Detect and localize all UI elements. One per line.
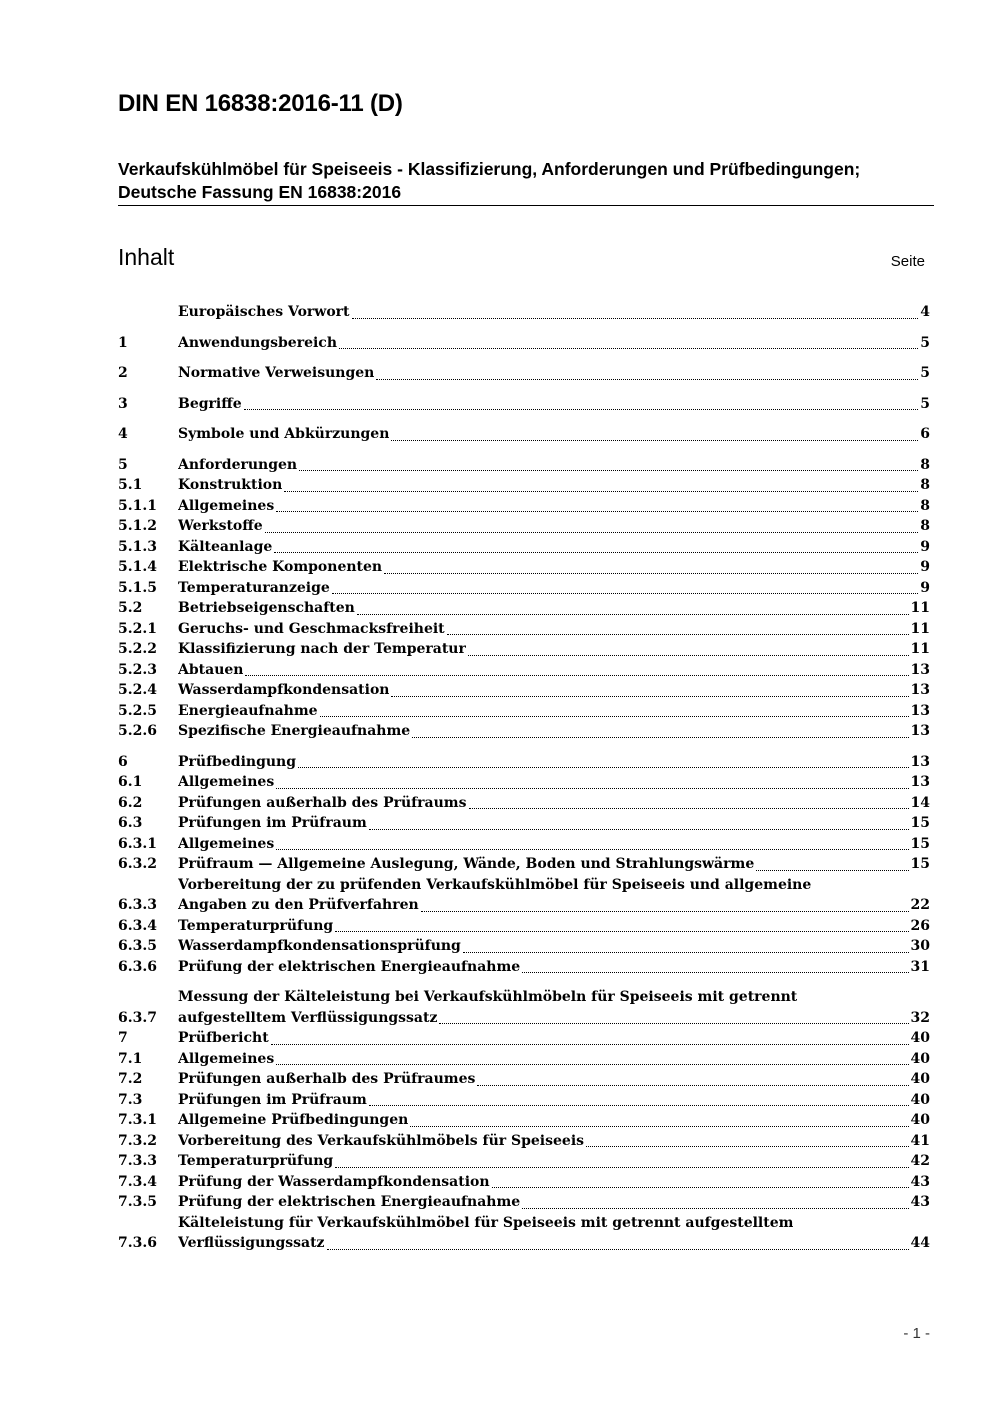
toc-entry[interactable] [118, 333, 930, 354]
toc-entry[interactable] [118, 793, 930, 814]
toc-entry[interactable] [118, 1110, 930, 1131]
toc-entry-title: Prüfungen im Prüfraum [178, 1091, 367, 1108]
document-subtitle: Verkaufskühlmöbel für Speiseeis - Klassifizierung, Anforderungen und Prüfbedingungen; Deutsche Fassung EN 16838:2016 [118, 159, 861, 202]
dot-leader [463, 952, 909, 953]
dot-leader [756, 870, 908, 871]
dot-leader [522, 972, 908, 973]
toc-heading: Inhalt [118, 244, 175, 270]
toc-entry-page: 40 [910, 1030, 930, 1046]
dot-leader [586, 1146, 909, 1147]
toc-entry-page: 13 [910, 702, 930, 719]
toc-entry-number: 5.2.6 [118, 723, 157, 739]
toc-entry-number: 7.1 [118, 1050, 143, 1067]
dot-leader [477, 1085, 908, 1086]
toc-entry-number: 2 [118, 365, 128, 381]
toc-entry-title: Begriffe [178, 395, 242, 412]
toc-entry-page: 13 [910, 753, 930, 770]
toc-entry[interactable] [118, 772, 930, 793]
toc-entry-page: 5 [920, 365, 930, 381]
toc-entry[interactable] [118, 363, 930, 384]
toc-entry-number: 5.2 [118, 600, 143, 616]
toc-entry[interactable] [118, 1090, 930, 1111]
toc-entry[interactable] [118, 936, 930, 957]
toc-entry[interactable] [118, 813, 930, 834]
title-divider [118, 205, 934, 206]
toc-entry-number: 5.2.1 [118, 620, 157, 637]
toc-entry-title: Abtauen [178, 661, 244, 678]
toc-entry-title: Prüfbericht [178, 1030, 269, 1046]
dot-leader [352, 318, 919, 319]
toc-entry-title: Europäisches Vorwort [178, 304, 350, 320]
toc-entry-title: Allgemeines [178, 497, 275, 514]
toc-entry-number: 5.2.2 [118, 641, 157, 657]
dot-leader [298, 767, 908, 768]
toc-entry-title: Kälteleistung für Verkaufskühlmöbel für Speiseeis mit getrennt aufgestelltem [178, 1214, 794, 1231]
dot-leader [276, 511, 918, 512]
toc-entry-title: Energieaufnahme [178, 702, 318, 719]
toc-entry-number: 7.3.4 [118, 1173, 157, 1190]
dot-leader [439, 1023, 908, 1024]
dot-leader [376, 379, 918, 380]
toc-entry-page: 26 [910, 917, 930, 934]
toc-entry-page: 43 [910, 1173, 930, 1190]
toc-entry-title: Prüfungen außerhalb des Prüfraums [178, 794, 467, 811]
dot-leader [335, 931, 908, 932]
dot-leader [412, 737, 908, 738]
toc-entry-number: 7.3.1 [118, 1112, 157, 1128]
toc-entry-number: 6.3.4 [118, 917, 157, 934]
toc-entry[interactable] [118, 1049, 930, 1070]
toc-entry-title: Temperaturanzeige [178, 579, 330, 596]
dot-leader [284, 491, 918, 492]
dot-leader [276, 1064, 908, 1065]
toc-entry-number: 6.3.7 [118, 1009, 157, 1026]
toc-entry-page: 13 [910, 682, 930, 698]
document-title: DIN EN 16838:2016-11 (D) [118, 90, 403, 117]
toc-entry-number: 5.1.5 [118, 579, 157, 596]
toc-entry-number: 1 [118, 334, 128, 351]
toc-entry[interactable] [118, 1151, 930, 1172]
toc-entry[interactable] [118, 1213, 930, 1254]
dot-leader [276, 849, 908, 850]
toc-entry-number: 7.3.5 [118, 1194, 157, 1210]
toc-entry-page: 8 [920, 497, 930, 514]
toc-entry-number: 7.3.3 [118, 1153, 157, 1169]
toc-entry-title: Anforderungen [178, 456, 298, 473]
toc-entry-title: Kälteanlage [178, 538, 273, 555]
toc-entry[interactable] [118, 875, 930, 916]
toc-entry[interactable] [118, 619, 930, 640]
dot-leader [447, 634, 909, 635]
toc-entry-title: Wasserdampfkondensation [178, 682, 390, 698]
toc-entry-number: 5.2.3 [118, 661, 157, 678]
dot-leader [274, 552, 918, 553]
toc-entry-page: 15 [910, 815, 930, 831]
toc-entry-number: 6.3 [118, 815, 143, 831]
toc-entry-title: Elektrische Komponenten [178, 559, 383, 575]
toc-entry-page: 11 [910, 620, 930, 637]
toc-entry-page: 13 [910, 774, 930, 790]
dot-leader [332, 593, 918, 594]
dot-leader [522, 1208, 908, 1209]
toc-entry-title: Prüfung der elektrischen Energieaufnahme [178, 958, 521, 975]
toc-entry-title: Symbole und Abkürzungen [178, 426, 390, 442]
toc-entry-page: 32 [910, 1009, 930, 1026]
toc-entry-page: 43 [910, 1194, 930, 1210]
page-number: - 1 - [903, 1325, 930, 1342]
dot-leader [410, 1126, 908, 1127]
toc-entry-title: Allgemeines [178, 835, 275, 852]
dot-leader [335, 1167, 908, 1168]
toc-entry-page: 15 [910, 856, 930, 872]
toc-entry-page: 40 [910, 1050, 930, 1067]
toc-entry-title: Geruchs- und Geschmacksfreiheit [178, 620, 445, 637]
toc-entry-title: Spezifische Energieaufnahme [178, 723, 411, 739]
dot-leader [391, 696, 908, 697]
toc-entry-title: Prüfungen außerhalb des Prüfraumes [178, 1071, 476, 1087]
toc-entry[interactable] [118, 701, 930, 722]
toc-entry-page: 13 [910, 723, 930, 739]
toc-entry-number: 4 [118, 426, 128, 442]
dot-leader [299, 470, 918, 471]
toc-entry[interactable] [118, 957, 930, 978]
toc-entry-number: 6.3.2 [118, 856, 157, 872]
toc-entry-number: 7.3 [118, 1091, 143, 1108]
toc-entry-title: Messung der Kälteleistung bei Verkaufskühlmöbeln für Speiseeis mit getrennt [178, 989, 798, 1005]
dot-leader [468, 655, 909, 656]
toc-entry-title: Werkstoffe [178, 518, 263, 534]
toc-entry-page: 40 [910, 1071, 930, 1087]
toc-entry-number: 5.1.4 [118, 559, 157, 575]
toc-entry-title: Normative Verweisungen [178, 365, 375, 381]
toc-entry-title: Allgemeine Prüfbedingungen [178, 1112, 409, 1128]
toc-entry-title: Temperaturprüfung [178, 917, 334, 934]
toc-entry[interactable] [118, 680, 930, 701]
toc-entry[interactable] [118, 916, 930, 937]
toc-entry[interactable] [118, 1172, 930, 1193]
dot-leader [421, 911, 909, 912]
toc-entry[interactable] [118, 639, 930, 660]
toc-entry-title: Prüfung der elektrischen Energieaufnahme [178, 1194, 521, 1210]
toc-entry-number: 7.3.6 [118, 1235, 157, 1251]
toc-entry-page: 44 [910, 1235, 930, 1251]
dot-leader [369, 1105, 909, 1106]
toc-entry-page: 15 [910, 835, 930, 852]
toc-entry-title: Prüfungen im Prüfraum [178, 815, 367, 831]
toc-entry-number: 6.3.5 [118, 938, 157, 954]
toc-entry-page: 9 [920, 538, 930, 555]
toc-entry-number: 6.3.6 [118, 958, 157, 975]
toc-entry-number: 5.2.5 [118, 702, 157, 719]
toc-entry-title: Prüfung der Wasserdampfkondensation [178, 1173, 490, 1190]
dot-leader [357, 614, 909, 615]
toc-entry-number: 5.1 [118, 477, 143, 493]
toc-entry[interactable] [118, 475, 930, 496]
dot-leader [327, 1249, 909, 1250]
toc-entry-title: Klassifizierung nach der Temperatur [178, 641, 466, 657]
toc-entry[interactable] [118, 1069, 930, 1090]
toc-entry-title: Wasserdampfkondensationsprüfung [178, 938, 461, 954]
toc-entry-title-continued: Verflüssigungssatz [178, 1235, 325, 1251]
toc-entry-page: 42 [910, 1153, 930, 1169]
toc-entry-number: 6.2 [118, 794, 143, 811]
dot-leader [244, 409, 919, 410]
toc-entry[interactable] [118, 496, 930, 517]
table-of-contents [118, 302, 930, 1254]
toc-entry[interactable] [118, 537, 930, 558]
dot-leader [276, 788, 908, 789]
toc-entry-page: 4 [920, 304, 930, 320]
toc-entry[interactable] [118, 302, 930, 323]
toc-entry[interactable] [118, 834, 930, 855]
toc-entry-number: 6.3.3 [118, 897, 157, 913]
toc-entry-page: 6 [920, 426, 930, 442]
toc-entry-title: Vorbereitung des Verkaufskühlmöbels für Speiseeis [178, 1132, 585, 1149]
toc-entry-title: Allgemeines [178, 1050, 275, 1067]
toc-entry-number: 5.1.1 [118, 497, 157, 514]
toc-entry-page: 5 [920, 395, 930, 412]
dot-leader [369, 829, 909, 830]
toc-entry[interactable] [118, 752, 930, 773]
toc-entry[interactable] [118, 455, 930, 476]
toc-entry-title-continued: Angaben zu den Prüfverfahren [178, 897, 419, 913]
toc-entry-title: Prüfbedingung [178, 753, 297, 770]
toc-entry-page: 11 [910, 600, 930, 616]
dot-leader [339, 348, 918, 349]
toc-entry-page: 9 [920, 559, 930, 575]
toc-entry-page: 31 [910, 958, 930, 975]
toc-entry[interactable] [118, 598, 930, 619]
page-column-label: Seite [890, 253, 925, 270]
toc-entry-title: Anwendungsbereich [178, 334, 337, 351]
dot-leader [245, 675, 908, 676]
toc-entry-number: 5.2.4 [118, 682, 157, 698]
dot-leader [320, 716, 909, 717]
toc-entry[interactable] [118, 854, 930, 875]
toc-entry-page: 22 [910, 897, 930, 913]
toc-entry-page: 8 [920, 456, 930, 473]
dot-leader [391, 440, 918, 441]
toc-entry-page: 41 [910, 1132, 930, 1149]
toc-entry-title: Konstruktion [178, 477, 283, 493]
dot-leader [469, 808, 909, 809]
toc-entry[interactable] [118, 578, 930, 599]
toc-entry-number: 5 [118, 456, 128, 473]
toc-entry[interactable] [118, 1192, 930, 1213]
toc-entry-number: 3 [118, 395, 128, 412]
toc-entry[interactable] [118, 394, 930, 415]
toc-entry[interactable] [118, 424, 930, 445]
toc-entry[interactable] [118, 721, 930, 742]
toc-entry-page: 30 [910, 938, 930, 954]
toc-entry-number: 6.3.1 [118, 835, 157, 852]
toc-entry-page: 13 [910, 661, 930, 678]
toc-entry[interactable] [118, 987, 930, 1028]
toc-entry[interactable] [118, 1028, 930, 1049]
toc-entry-number: 5.1.3 [118, 538, 157, 555]
toc-entry-page: 8 [920, 518, 930, 534]
dot-leader [271, 1044, 909, 1045]
toc-entry-number: 7.2 [118, 1071, 143, 1087]
toc-entry-title: Prüfraum — Allgemeine Auslegung, Wände, Boden und Strahlungswärme [178, 856, 755, 872]
toc-entry-title: Betriebseigenschaften [178, 600, 355, 616]
dot-leader [384, 573, 918, 574]
toc-entry-title: Temperaturprüfung [178, 1153, 334, 1169]
toc-entry-page: 40 [910, 1091, 930, 1108]
toc-entry[interactable] [118, 557, 930, 578]
dot-leader [492, 1187, 909, 1188]
toc-entry[interactable] [118, 660, 930, 681]
toc-entry-number: 6.1 [118, 774, 143, 790]
toc-entry-title: Vorbereitung der zu prüfenden Verkaufskühlmöbel für Speiseeis und allgemeine [178, 876, 812, 893]
toc-entry-page: 5 [920, 334, 930, 351]
toc-entry-page: 14 [910, 794, 930, 811]
toc-entry-number: 7 [118, 1030, 128, 1046]
toc-entry-page: 40 [910, 1112, 930, 1128]
toc-entry-number: 7.3.2 [118, 1132, 157, 1149]
toc-entry[interactable] [118, 516, 930, 537]
toc-entry[interactable] [118, 1131, 930, 1152]
dot-leader [265, 532, 919, 533]
toc-entry-number: 5.1.2 [118, 518, 157, 534]
toc-entry-page: 9 [920, 579, 930, 596]
toc-entry-page: 11 [910, 641, 930, 657]
toc-entry-number: 6 [118, 753, 128, 770]
toc-entry-title: Allgemeines [178, 774, 275, 790]
toc-entry-title-continued: aufgestelltem Verflüssigungssatz [178, 1009, 438, 1026]
toc-entry-page: 8 [920, 477, 930, 493]
